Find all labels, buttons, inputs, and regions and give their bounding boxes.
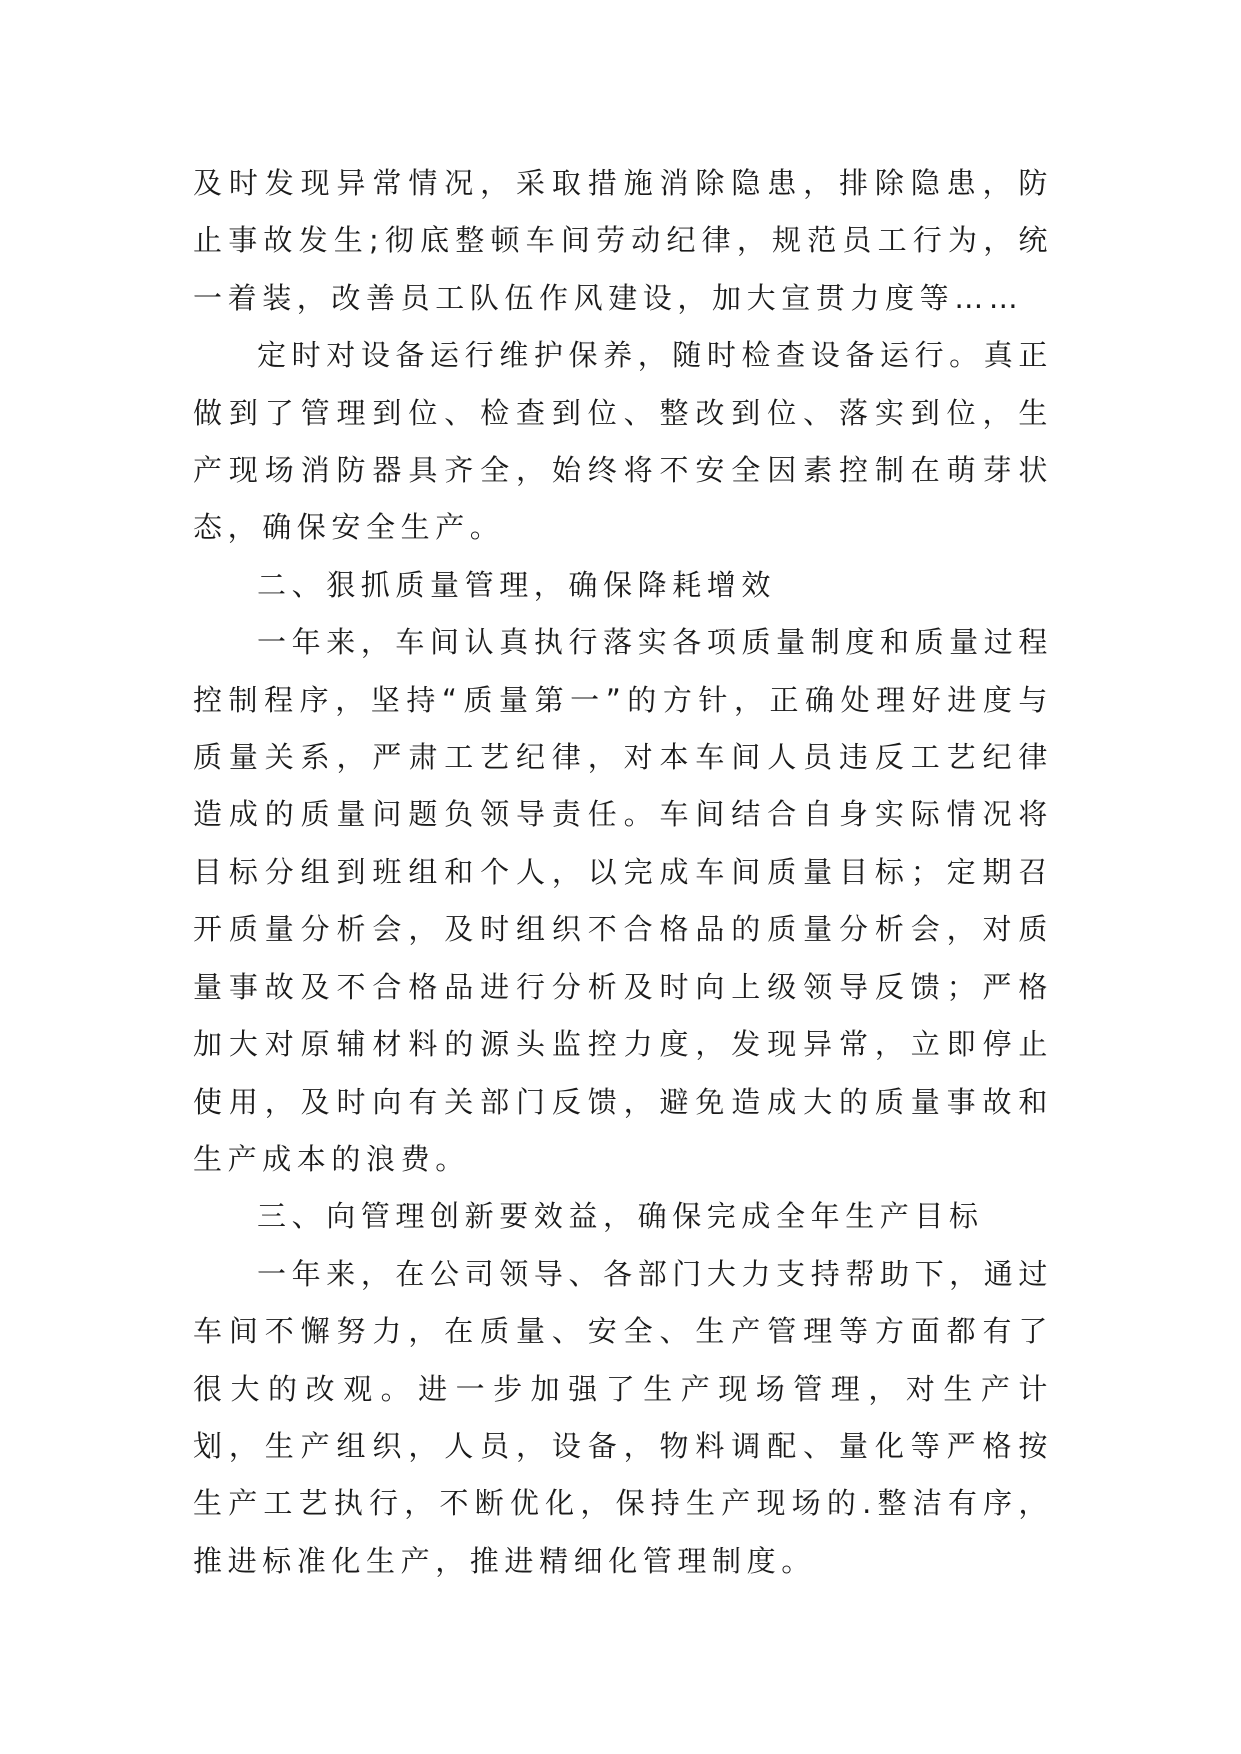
paragraph-quality-management: 一年来，车间认真执行落实各项质量制度和质量过程控制程序，坚持“质量第一”的方针，正确处理好进度与质量关系，严肃工艺纪律，对本车间人员违反工艺纪律造成的质量问题负领导责任。车间结合自身实际情况将目标分组到班组和个人，以完成车间质量目标；定期召开质量分析会，及时组织不合格品的质量分析会，对质量事故及不合格品进行分析及时向上级领导反馈；严格加大对原辅材料的源头监控力度，发现异常，立即停止使用，及时向有关部门反馈，避免造成大的质量事故和生产成本的浪费。 [193,625,1053,1176]
document-body [193,155,1053,1590]
paragraph-equipment-maintenance: 定时对设备运行维护保养，随时检查设备运行。真正做到了管理到位、检查到位、整改到位、落实到位，生产现场消防器具齐全，始终将不安全因素控制在萌芽状态，确保安全生产。 [193,338,1053,545]
section-heading-innovation: 三、向管理创新要效益，确保完成全年生产目标 [257,1199,984,1234]
section-heading-quality: 二、狠抓质量管理，确保降耗增效 [257,567,777,602]
paragraph-continuation: 及时发现异常情况，采取措施消除隐患，排除隐患，防止事故发生;彻底整顿车间劳动纪律，规范员工行为，统一着装，改善员工队伍作风建设，加大宣贯力度等…… [193,166,1053,315]
paragraph-production-management: 一年来，在公司领导、各部门大力支持帮助下，通过车间不懈努力，在质量、安全、生产管理等方面都有了很大的改观。进一步加强了生产现场管理，对生产计划，生产组织，人员，设备，物料调配、量化等严格按生产工艺执行，不断优化，保持生产现场的.整洁有序，推进标准化生产，推进精细化管理制度。 [193,1256,1053,1578]
